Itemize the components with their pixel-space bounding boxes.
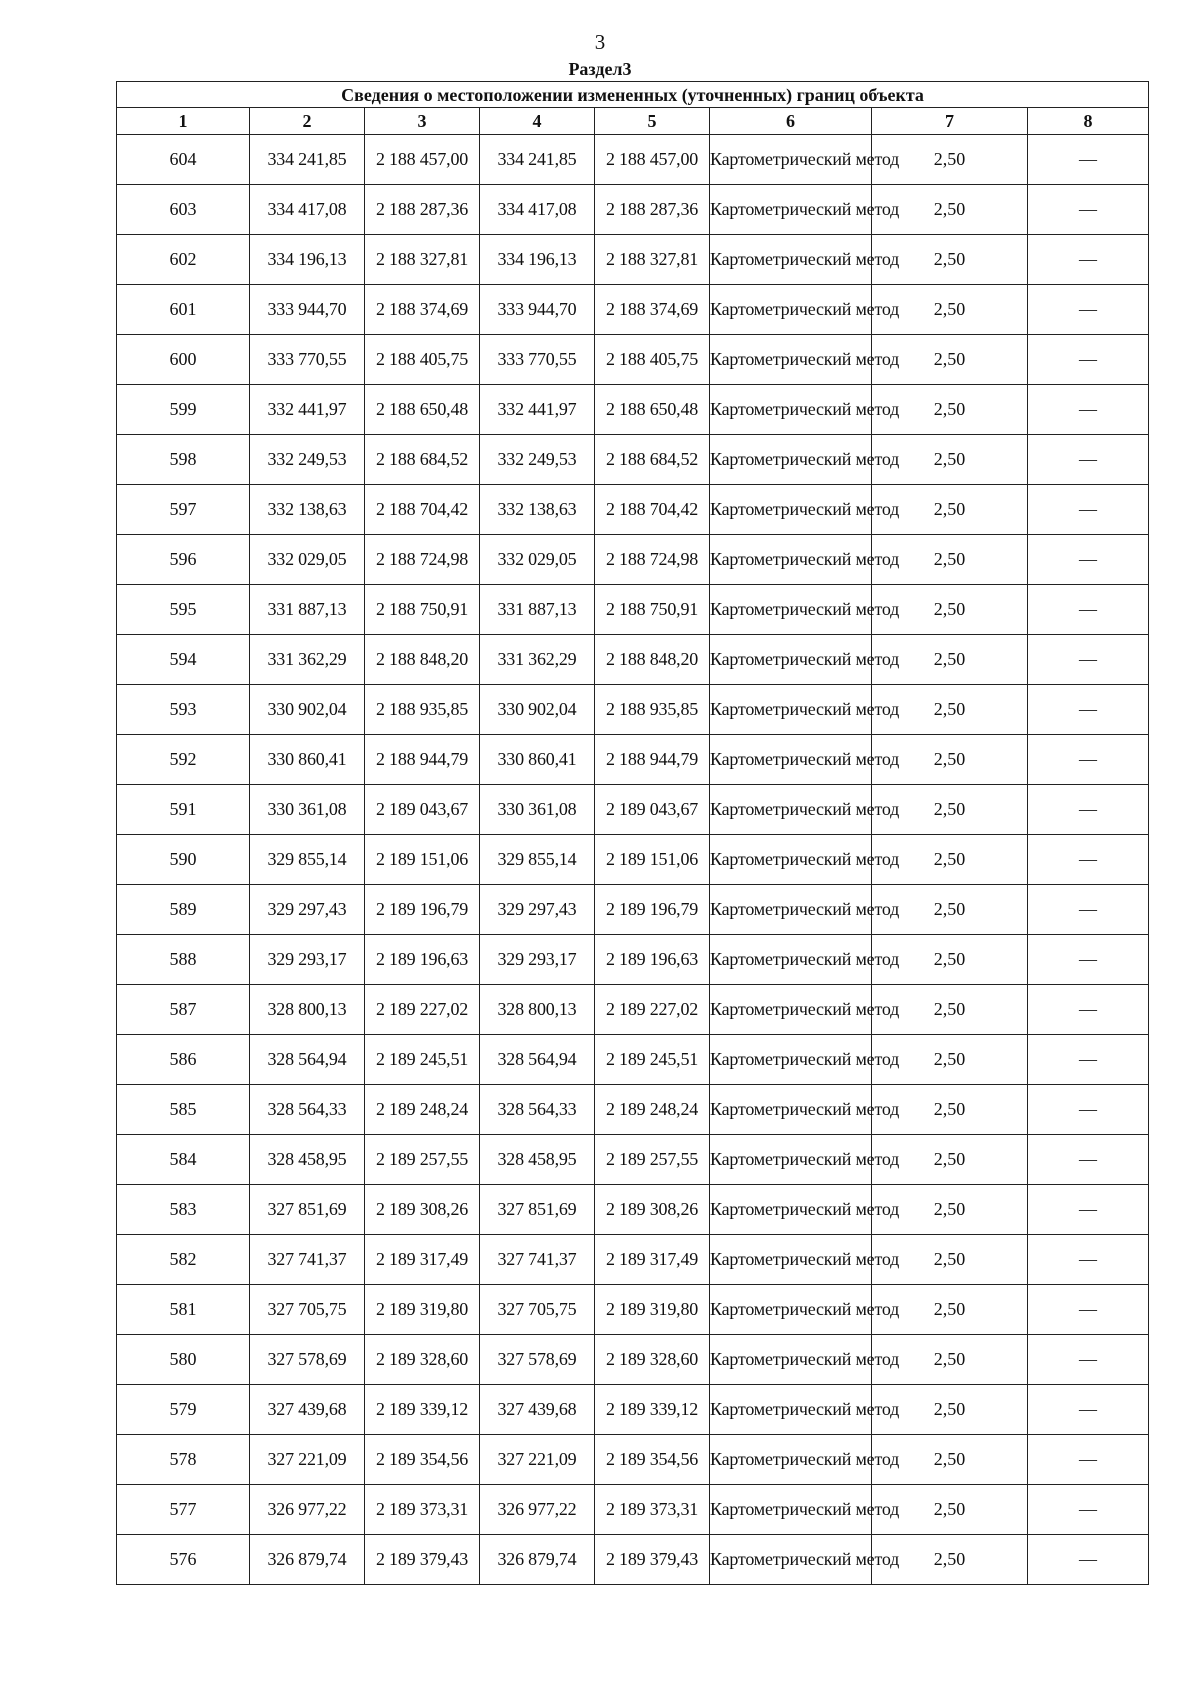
column-header: 8 — [1028, 108, 1149, 135]
x-old-cell: 327 851,69 — [250, 1185, 365, 1235]
point-number-cell: 596 — [117, 535, 250, 585]
x-old-cell: 329 297,43 — [250, 885, 365, 935]
y-new-cell: 2 189 328,60 — [595, 1335, 710, 1385]
y-new-cell: 2 188 457,00 — [595, 135, 710, 185]
y-new-cell: 2 188 724,98 — [595, 535, 710, 585]
point-number-cell: 603 — [117, 185, 250, 235]
x-old-cell: 332 138,63 — [250, 485, 365, 535]
description-cell: — — [1028, 235, 1149, 285]
method-cell: Картометрический метод — [710, 835, 872, 885]
page-number: 3 — [594, 30, 606, 54]
point-number-cell: 587 — [117, 985, 250, 1035]
x-old-cell: 332 441,97 — [250, 385, 365, 435]
y-old-cell: 2 189 043,67 — [365, 785, 480, 835]
table-row — [117, 535, 1149, 585]
description-cell: — — [1028, 835, 1149, 885]
x-old-cell: 327 705,75 — [250, 1285, 365, 1335]
table-row — [117, 785, 1149, 835]
y-new-cell: 2 189 257,55 — [595, 1135, 710, 1185]
y-old-cell: 2 189 151,06 — [365, 835, 480, 885]
method-cell: Картометрический метод — [710, 335, 872, 385]
y-new-cell: 2 189 151,06 — [595, 835, 710, 885]
table-body — [117, 135, 1149, 1585]
table-row — [117, 235, 1149, 285]
description-cell: — — [1028, 1335, 1149, 1385]
x-new-cell: 329 855,14 — [480, 835, 595, 885]
table-row — [117, 585, 1149, 635]
x-new-cell: 327 851,69 — [480, 1185, 595, 1235]
method-cell: Картометрический метод — [710, 185, 872, 235]
description-cell: — — [1028, 1435, 1149, 1485]
y-old-cell: 2 189 248,24 — [365, 1085, 480, 1135]
y-new-cell: 2 189 379,43 — [595, 1535, 710, 1585]
table-row — [117, 185, 1149, 235]
y-new-cell: 2 189 354,56 — [595, 1435, 710, 1485]
table-row — [117, 435, 1149, 485]
description-cell: — — [1028, 735, 1149, 785]
x-old-cell: 328 564,33 — [250, 1085, 365, 1135]
x-old-cell: 329 855,14 — [250, 835, 365, 885]
x-old-cell: 326 977,22 — [250, 1485, 365, 1535]
y-old-cell: 2 188 750,91 — [365, 585, 480, 635]
table-caption-row — [117, 82, 1149, 108]
x-old-cell: 327 741,37 — [250, 1235, 365, 1285]
method-cell: Картометрический метод — [710, 285, 872, 335]
accuracy-cell: 2,50 — [872, 235, 1028, 285]
description-cell: — — [1028, 1035, 1149, 1085]
y-old-cell: 2 189 339,12 — [365, 1385, 480, 1435]
x-new-cell: 332 441,97 — [480, 385, 595, 435]
x-new-cell: 329 293,17 — [480, 935, 595, 985]
accuracy-cell: 2,50 — [872, 485, 1028, 535]
x-old-cell: 334 417,08 — [250, 185, 365, 235]
method-cell: Картометрический метод — [710, 1235, 872, 1285]
description-cell: — — [1028, 285, 1149, 335]
y-old-cell: 2 188 287,36 — [365, 185, 480, 235]
accuracy-cell: 2,50 — [872, 1385, 1028, 1435]
point-number-cell: 576 — [117, 1535, 250, 1585]
point-number-cell: 584 — [117, 1135, 250, 1185]
table-row — [117, 1485, 1149, 1535]
y-old-cell: 2 188 405,75 — [365, 335, 480, 385]
y-old-cell: 2 189 373,31 — [365, 1485, 480, 1535]
accuracy-cell: 2,50 — [872, 1035, 1028, 1085]
accuracy-cell: 2,50 — [872, 1435, 1028, 1485]
point-number-cell: 583 — [117, 1185, 250, 1235]
accuracy-cell: 2,50 — [872, 135, 1028, 185]
y-old-cell: 2 189 257,55 — [365, 1135, 480, 1185]
x-new-cell: 332 138,63 — [480, 485, 595, 535]
table-row — [117, 735, 1149, 785]
accuracy-cell: 2,50 — [872, 685, 1028, 735]
x-new-cell: 334 241,85 — [480, 135, 595, 185]
accuracy-cell: 2,50 — [872, 935, 1028, 985]
method-cell: Картометрический метод — [710, 735, 872, 785]
accuracy-cell: 2,50 — [872, 435, 1028, 485]
method-cell: Картометрический метод — [710, 685, 872, 735]
column-header: 3 — [365, 108, 480, 135]
method-cell: Картометрический метод — [710, 535, 872, 585]
x-old-cell: 333 944,70 — [250, 285, 365, 335]
accuracy-cell: 2,50 — [872, 1485, 1028, 1535]
y-new-cell: 2 188 287,36 — [595, 185, 710, 235]
x-new-cell: 328 564,94 — [480, 1035, 595, 1085]
table-row — [117, 635, 1149, 685]
x-new-cell: 328 800,13 — [480, 985, 595, 1035]
y-new-cell: 2 189 227,02 — [595, 985, 710, 1035]
accuracy-cell: 2,50 — [872, 1185, 1028, 1235]
table-row — [117, 1285, 1149, 1335]
y-new-cell: 2 189 339,12 — [595, 1385, 710, 1435]
method-cell: Картометрический метод — [710, 785, 872, 835]
description-cell: — — [1028, 1285, 1149, 1335]
accuracy-cell: 2,50 — [872, 735, 1028, 785]
table-row — [117, 1085, 1149, 1135]
x-old-cell: 328 800,13 — [250, 985, 365, 1035]
point-number-cell: 578 — [117, 1435, 250, 1485]
y-new-cell: 2 189 248,24 — [595, 1085, 710, 1135]
x-old-cell: 328 564,94 — [250, 1035, 365, 1085]
x-old-cell: 329 293,17 — [250, 935, 365, 985]
table-row — [117, 885, 1149, 935]
table-row — [117, 935, 1149, 985]
y-new-cell: 2 188 374,69 — [595, 285, 710, 335]
y-old-cell: 2 189 379,43 — [365, 1535, 480, 1585]
y-old-cell: 2 189 245,51 — [365, 1035, 480, 1085]
x-new-cell: 327 741,37 — [480, 1235, 595, 1285]
y-old-cell: 2 189 308,26 — [365, 1185, 480, 1235]
x-old-cell: 330 361,08 — [250, 785, 365, 835]
y-old-cell: 2 189 196,63 — [365, 935, 480, 985]
point-number-cell: 598 — [117, 435, 250, 485]
accuracy-cell: 2,50 — [872, 1535, 1028, 1585]
accuracy-cell: 2,50 — [872, 835, 1028, 885]
column-header: 1 — [117, 108, 250, 135]
accuracy-cell: 2,50 — [872, 785, 1028, 835]
point-number-cell: 597 — [117, 485, 250, 535]
x-old-cell: 330 860,41 — [250, 735, 365, 785]
x-new-cell: 334 417,08 — [480, 185, 595, 235]
section-title: Раздел3 — [568, 59, 632, 79]
table-caption: Сведения о местоположении измененных (уточненных) границ объекта — [117, 82, 1149, 108]
description-cell: — — [1028, 935, 1149, 985]
x-new-cell: 328 564,33 — [480, 1085, 595, 1135]
point-number-cell: 594 — [117, 635, 250, 685]
x-old-cell: 326 879,74 — [250, 1535, 365, 1585]
y-new-cell: 2 189 245,51 — [595, 1035, 710, 1085]
y-new-cell: 2 189 317,49 — [595, 1235, 710, 1285]
x-new-cell: 328 458,95 — [480, 1135, 595, 1185]
table-row — [117, 285, 1149, 335]
table-row — [117, 985, 1149, 1035]
x-new-cell: 327 221,09 — [480, 1435, 595, 1485]
x-new-cell: 332 029,05 — [480, 535, 595, 585]
table-row — [117, 1135, 1149, 1185]
method-cell: Картометрический метод — [710, 235, 872, 285]
table-row — [117, 135, 1149, 185]
table-row — [117, 1235, 1149, 1285]
description-cell: — — [1028, 535, 1149, 585]
table-row — [117, 485, 1149, 535]
point-number-cell: 585 — [117, 1085, 250, 1135]
x-old-cell: 331 362,29 — [250, 635, 365, 685]
y-new-cell: 2 188 848,20 — [595, 635, 710, 685]
description-cell: — — [1028, 985, 1149, 1035]
x-new-cell: 326 977,22 — [480, 1485, 595, 1535]
y-new-cell: 2 188 327,81 — [595, 235, 710, 285]
accuracy-cell: 2,50 — [872, 1235, 1028, 1285]
y-new-cell: 2 188 405,75 — [595, 335, 710, 385]
table-row — [117, 1035, 1149, 1085]
y-new-cell: 2 189 319,80 — [595, 1285, 710, 1335]
accuracy-cell: 2,50 — [872, 335, 1028, 385]
table-row — [117, 1435, 1149, 1485]
description-cell: — — [1028, 385, 1149, 435]
point-number-cell: 601 — [117, 285, 250, 335]
method-cell: Картометрический метод — [710, 485, 872, 535]
accuracy-cell: 2,50 — [872, 1335, 1028, 1385]
method-cell: Картометрический метод — [710, 635, 872, 685]
y-old-cell: 2 189 354,56 — [365, 1435, 480, 1485]
method-cell: Картометрический метод — [710, 1185, 872, 1235]
method-cell: Картометрический метод — [710, 1435, 872, 1485]
x-new-cell: 332 249,53 — [480, 435, 595, 485]
description-cell: — — [1028, 785, 1149, 835]
method-cell: Картометрический метод — [710, 935, 872, 985]
y-new-cell: 2 188 750,91 — [595, 585, 710, 635]
accuracy-cell: 2,50 — [872, 535, 1028, 585]
x-old-cell: 333 770,55 — [250, 335, 365, 385]
description-cell: — — [1028, 1235, 1149, 1285]
description-cell: — — [1028, 685, 1149, 735]
accuracy-cell: 2,50 — [872, 1285, 1028, 1335]
y-old-cell: 2 188 457,00 — [365, 135, 480, 185]
description-cell: — — [1028, 335, 1149, 385]
boundary-coordinates-table — [116, 81, 1149, 1585]
x-new-cell: 327 578,69 — [480, 1335, 595, 1385]
x-old-cell: 331 887,13 — [250, 585, 365, 635]
point-number-cell: 580 — [117, 1335, 250, 1385]
point-number-cell: 581 — [117, 1285, 250, 1335]
point-number-cell: 604 — [117, 135, 250, 185]
table-row — [117, 1535, 1149, 1585]
column-header: 4 — [480, 108, 595, 135]
y-old-cell: 2 189 196,79 — [365, 885, 480, 935]
point-number-cell: 592 — [117, 735, 250, 785]
method-cell: Картометрический метод — [710, 1285, 872, 1335]
description-cell: — — [1028, 185, 1149, 235]
y-new-cell: 2 188 704,42 — [595, 485, 710, 535]
accuracy-cell: 2,50 — [872, 185, 1028, 235]
x-new-cell: 330 361,08 — [480, 785, 595, 835]
y-new-cell: 2 188 935,85 — [595, 685, 710, 735]
accuracy-cell: 2,50 — [872, 635, 1028, 685]
point-number-cell: 579 — [117, 1385, 250, 1435]
y-new-cell: 2 188 650,48 — [595, 385, 710, 435]
column-header: 6 — [710, 108, 872, 135]
point-number-cell: 599 — [117, 385, 250, 435]
description-cell: — — [1028, 135, 1149, 185]
y-old-cell: 2 188 704,42 — [365, 485, 480, 535]
column-header: 5 — [595, 108, 710, 135]
method-cell: Картометрический метод — [710, 1385, 872, 1435]
description-cell: — — [1028, 1485, 1149, 1535]
method-cell: Картометрический метод — [710, 1135, 872, 1185]
x-old-cell: 327 439,68 — [250, 1385, 365, 1435]
description-cell: — — [1028, 885, 1149, 935]
y-old-cell: 2 188 944,79 — [365, 735, 480, 785]
x-new-cell: 326 879,74 — [480, 1535, 595, 1585]
x-old-cell: 328 458,95 — [250, 1135, 365, 1185]
x-new-cell: 329 297,43 — [480, 885, 595, 935]
x-new-cell: 331 362,29 — [480, 635, 595, 685]
y-old-cell: 2 188 935,85 — [365, 685, 480, 735]
x-new-cell: 327 439,68 — [480, 1385, 595, 1435]
y-old-cell: 2 188 327,81 — [365, 235, 480, 285]
x-new-cell: 334 196,13 — [480, 235, 595, 285]
x-old-cell: 330 902,04 — [250, 685, 365, 735]
y-new-cell: 2 189 043,67 — [595, 785, 710, 835]
method-cell: Картометрический метод — [710, 385, 872, 435]
y-old-cell: 2 188 650,48 — [365, 385, 480, 435]
y-new-cell: 2 189 373,31 — [595, 1485, 710, 1535]
x-new-cell: 331 887,13 — [480, 585, 595, 635]
point-number-cell: 586 — [117, 1035, 250, 1085]
description-cell: — — [1028, 1085, 1149, 1135]
y-new-cell: 2 188 944,79 — [595, 735, 710, 785]
method-cell: Картометрический метод — [710, 985, 872, 1035]
y-new-cell: 2 189 308,26 — [595, 1185, 710, 1235]
description-cell: — — [1028, 1185, 1149, 1235]
description-cell: — — [1028, 1535, 1149, 1585]
table-row — [117, 335, 1149, 385]
method-cell: Картометрический метод — [710, 1485, 872, 1535]
y-new-cell: 2 188 684,52 — [595, 435, 710, 485]
x-old-cell: 327 578,69 — [250, 1335, 365, 1385]
point-number-cell: 593 — [117, 685, 250, 735]
description-cell: — — [1028, 585, 1149, 635]
description-cell: — — [1028, 635, 1149, 685]
x-new-cell: 330 860,41 — [480, 735, 595, 785]
method-cell: Картометрический метод — [710, 1535, 872, 1585]
table-row — [117, 1185, 1149, 1235]
table-row — [117, 385, 1149, 435]
accuracy-cell: 2,50 — [872, 585, 1028, 635]
point-number-cell: 602 — [117, 235, 250, 285]
accuracy-cell: 2,50 — [872, 1135, 1028, 1185]
description-cell: — — [1028, 1135, 1149, 1185]
x-old-cell: 332 249,53 — [250, 435, 365, 485]
description-cell: — — [1028, 435, 1149, 485]
column-header-row — [117, 108, 1149, 135]
y-old-cell: 2 188 724,98 — [365, 535, 480, 585]
point-number-cell: 588 — [117, 935, 250, 985]
x-old-cell: 332 029,05 — [250, 535, 365, 585]
y-new-cell: 2 189 196,79 — [595, 885, 710, 935]
point-number-cell: 595 — [117, 585, 250, 635]
table-row — [117, 1385, 1149, 1435]
table-row — [117, 685, 1149, 735]
y-old-cell: 2 188 374,69 — [365, 285, 480, 335]
method-cell: Картометрический метод — [710, 1085, 872, 1135]
x-old-cell: 334 196,13 — [250, 235, 365, 285]
table-row — [117, 835, 1149, 885]
y-old-cell: 2 189 319,80 — [365, 1285, 480, 1335]
point-number-cell: 600 — [117, 335, 250, 385]
x-new-cell: 333 770,55 — [480, 335, 595, 385]
point-number-cell: 591 — [117, 785, 250, 835]
accuracy-cell: 2,50 — [872, 285, 1028, 335]
accuracy-cell: 2,50 — [872, 885, 1028, 935]
point-number-cell: 577 — [117, 1485, 250, 1535]
point-number-cell: 590 — [117, 835, 250, 885]
x-new-cell: 330 902,04 — [480, 685, 595, 735]
point-number-cell: 589 — [117, 885, 250, 935]
method-cell: Картометрический метод — [710, 885, 872, 935]
accuracy-cell: 2,50 — [872, 385, 1028, 435]
point-number-cell: 582 — [117, 1235, 250, 1285]
method-cell: Картометрический метод — [710, 135, 872, 185]
x-new-cell: 333 944,70 — [480, 285, 595, 335]
y-old-cell: 2 189 317,49 — [365, 1235, 480, 1285]
method-cell: Картометрический метод — [710, 1335, 872, 1385]
accuracy-cell: 2,50 — [872, 985, 1028, 1035]
x-old-cell: 327 221,09 — [250, 1435, 365, 1485]
y-old-cell: 2 189 227,02 — [365, 985, 480, 1035]
y-new-cell: 2 189 196,63 — [595, 935, 710, 985]
description-cell: — — [1028, 485, 1149, 535]
method-cell: Картометрический метод — [710, 585, 872, 635]
table-row — [117, 1335, 1149, 1385]
y-old-cell: 2 189 328,60 — [365, 1335, 480, 1385]
method-cell: Картометрический метод — [710, 1035, 872, 1085]
accuracy-cell: 2,50 — [872, 1085, 1028, 1135]
column-header: 7 — [872, 108, 1028, 135]
method-cell: Картометрический метод — [710, 435, 872, 485]
x-new-cell: 327 705,75 — [480, 1285, 595, 1335]
x-old-cell: 334 241,85 — [250, 135, 365, 185]
description-cell: — — [1028, 1385, 1149, 1435]
y-old-cell: 2 188 848,20 — [365, 635, 480, 685]
column-header: 2 — [250, 108, 365, 135]
y-old-cell: 2 188 684,52 — [365, 435, 480, 485]
